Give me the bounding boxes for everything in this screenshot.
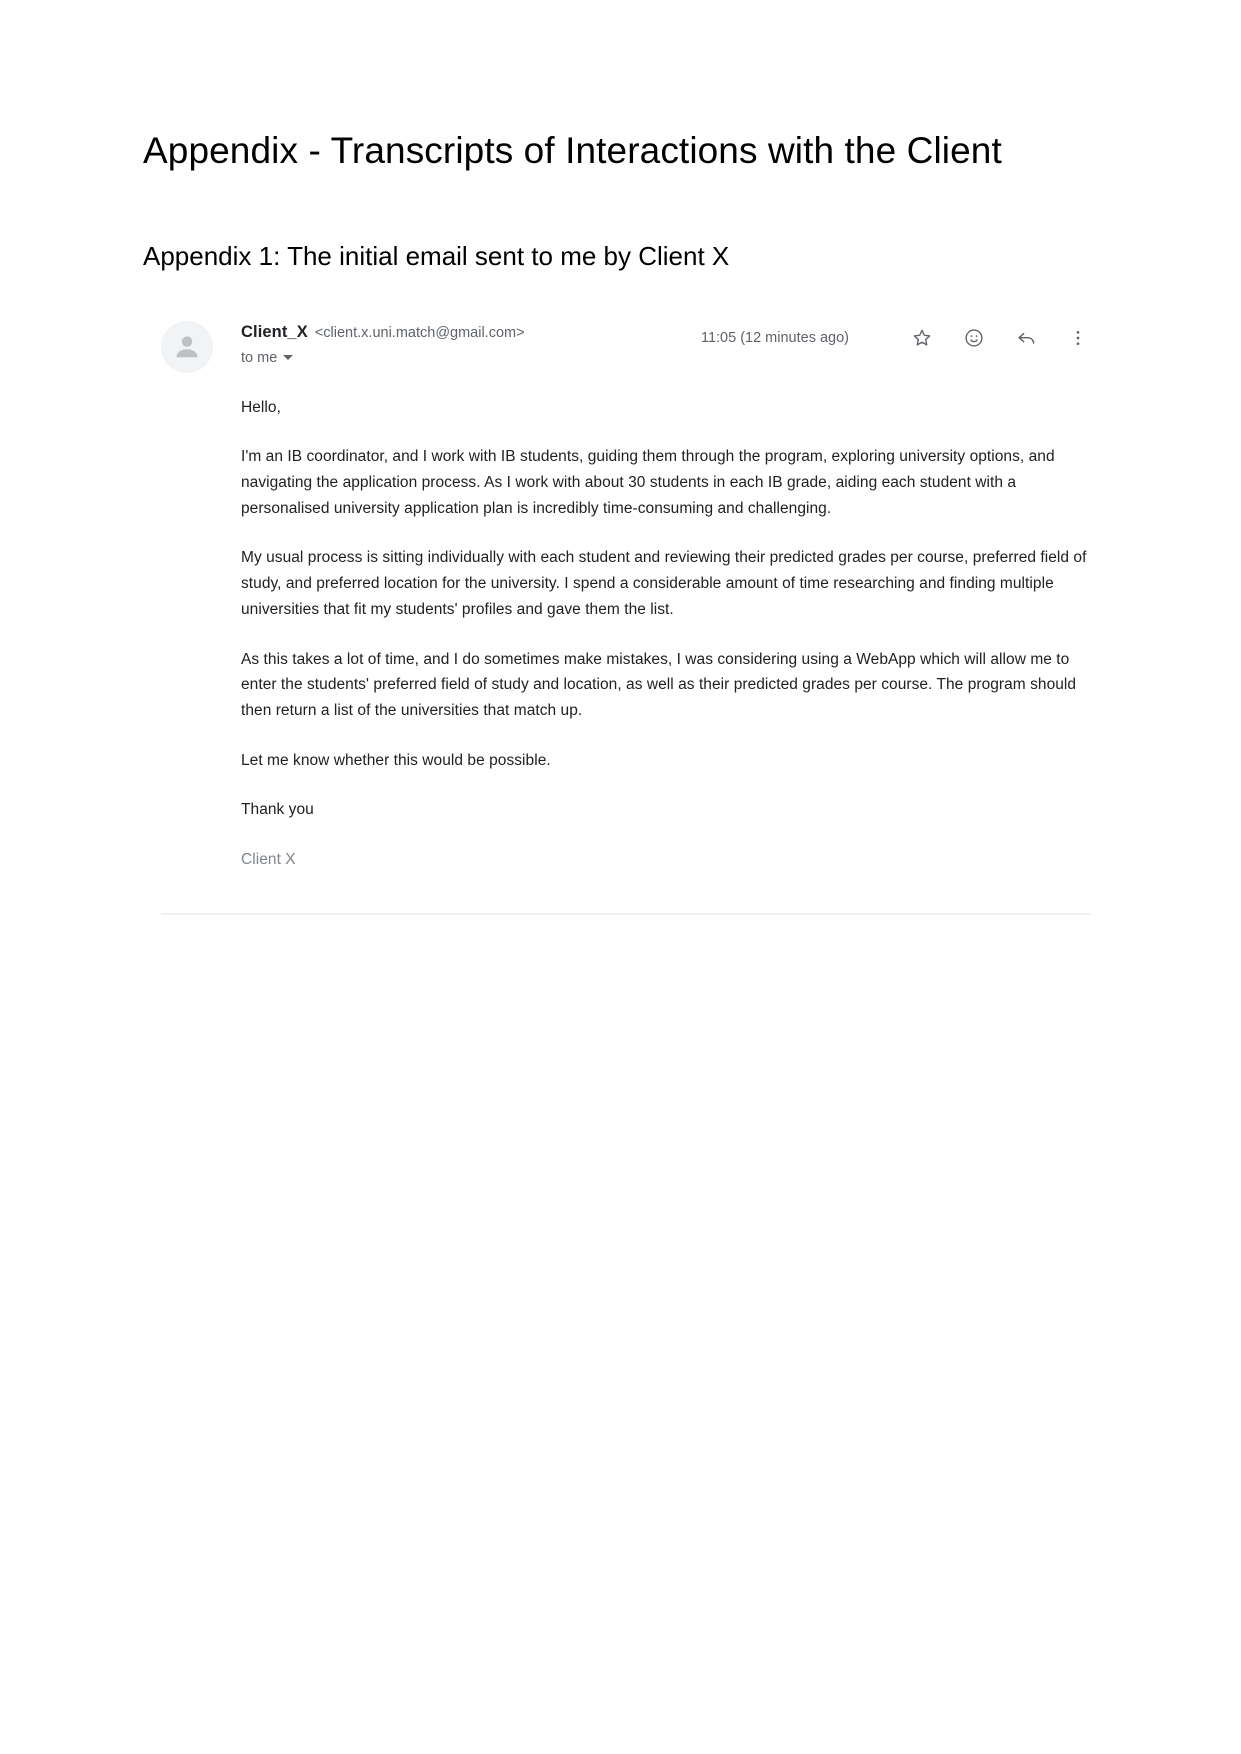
- section-heading: Appendix 1: The initial email sent to me by Client X: [143, 241, 730, 272]
- email-paragraph-1: I'm an IB coordinator, and I work with IB students, guiding them through the program, exploring university options, and navigating the application process. As I work with about 30 students in each IB grade, aiding each student with a personalised university application plan is incredibly time-consuming and challenging.: [241, 448, 1055, 517]
- email-paragraph-2: My usual process is sitting individually with each student and reviewing their predicted grades per course, preferred field of study, and preferred location for the university. I spend a considerable amount of time researching and finding multiple universities that fit my students' profiles and gave them the list.: [241, 549, 1087, 618]
- email-card: [161, 319, 1091, 915]
- email-timestamp: 11:05 (12 minutes ago): [700, 329, 849, 346]
- recipient-line[interactable]: [241, 350, 1091, 366]
- chevron-down-icon[interactable]: [283, 355, 293, 360]
- email-header: [161, 319, 1091, 377]
- page-title: Appendix - Transcripts of Interactions with the Client: [143, 130, 1002, 171]
- avatar: [161, 321, 213, 373]
- email-body: [241, 395, 1091, 873]
- recipient-label: to me: [241, 349, 278, 366]
- star-icon[interactable]: [909, 325, 935, 351]
- email-greeting: Hello,: [241, 398, 281, 416]
- email-closing: Thank you: [241, 801, 314, 819]
- email-header-actions: [701, 325, 1091, 351]
- document-content: [143, 120, 1103, 915]
- email-paragraph-3: As this takes a lot of time, and I do sometimes make mistakes, I was considering using a WebApp which will allow me to enter the students' preferred field of study and location, as well as their predicted grades per course. The program should then return a list of the universities that match up.: [241, 650, 1077, 720]
- sender-name: Client_X: [241, 322, 308, 341]
- email-divider: [161, 913, 1091, 915]
- reply-icon[interactable]: [1013, 325, 1039, 351]
- email-paragraph-4: Let me know whether this would be possible.: [241, 751, 551, 769]
- email-signature: Client X: [241, 851, 296, 869]
- more-options-icon[interactable]: [1065, 325, 1091, 351]
- sender-email: <client.x.uni.match@gmail.com>: [314, 324, 525, 341]
- emoji-icon[interactable]: [961, 325, 987, 351]
